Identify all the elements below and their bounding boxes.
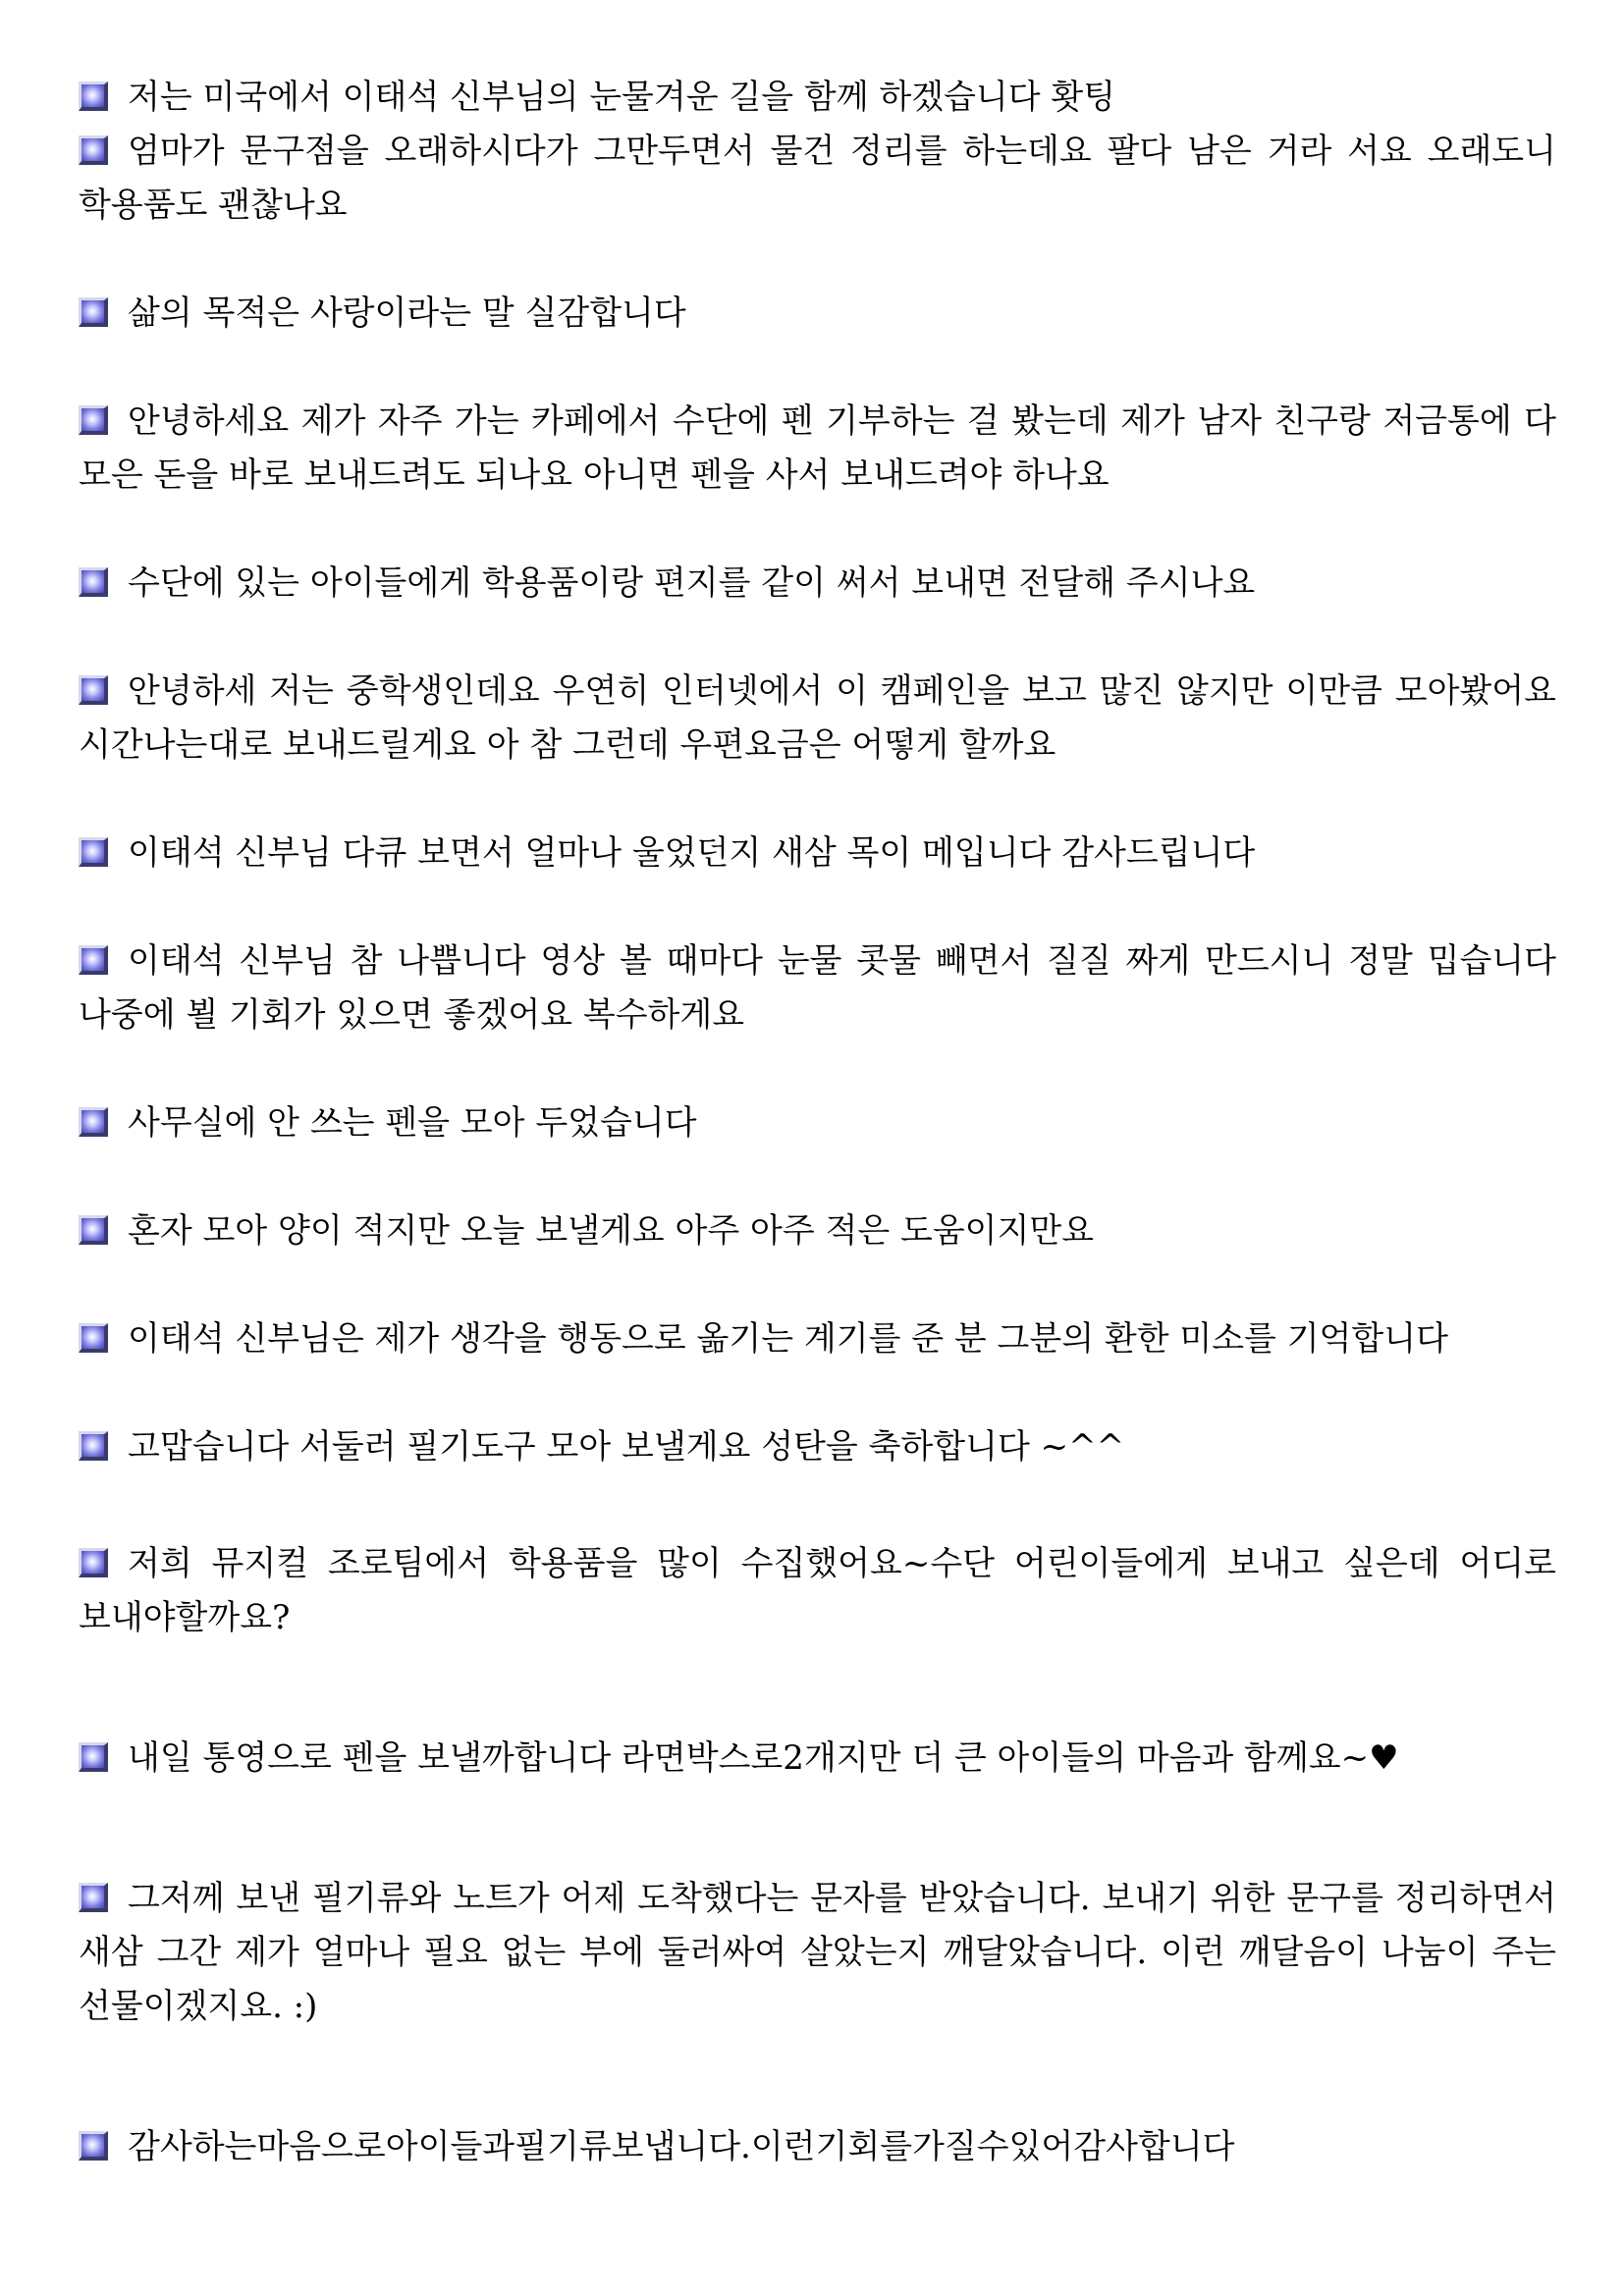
comment-text: 삶의 목적은 사랑이라는 말 실감합니다: [128, 294, 686, 333]
comment-entry: [79, 2120, 1556, 2174]
comment-text: 사무실에 안 쓰는 펜을 모아 두었습니다: [128, 1103, 697, 1143]
comment-text: 감사하는마음으로아이들과필기류보냅니다.이런기회를가질수있어감사합니다: [128, 2127, 1235, 2166]
comment-text: 고맙습니다 서둘러 필기도구 모아 보낼게요 성탄을 축하합니다 ~^^: [128, 1427, 1125, 1467]
square-bullet-icon: [79, 1323, 108, 1353]
square-bullet-icon: [79, 1215, 108, 1245]
comment-text: 이태석 신부님은 제가 생각을 행동으로 옮기는 계기를 준 분 그분의 환한 미소를 기억합니다: [128, 1319, 1448, 1359]
square-bullet-icon: [79, 945, 108, 975]
comment-text: 이태석 신부님 다큐 보면서 얼마나 울었던지 새삼 목이 메입니다 감사드립니다: [128, 833, 1256, 873]
comment-text: 혼자 모아 양이 적지만 오늘 보낼게요 아주 아주 적은 도움이지만요: [128, 1211, 1095, 1251]
square-bullet-icon: [79, 675, 108, 705]
square-bullet-icon: [79, 2131, 108, 2161]
comment-entry: [79, 125, 1556, 233]
square-bullet-icon: [79, 567, 108, 597]
comment-entry: [79, 1204, 1556, 1258]
comment-entry: [79, 1732, 1556, 1786]
square-bullet-icon: [79, 837, 108, 867]
comment-text: 엄마가 문구점을 오래하시다가 그만두면서 물건 정리를 하는데요 팔다 남은 거라 서요 오래도니 학용품도 괜찮나요: [79, 132, 1556, 225]
square-bullet-icon: [79, 297, 108, 327]
comment-text: 저는 미국에서 이태석 신부님의 눈물겨운 길을 함께 하겠습니다 홧팅: [128, 78, 1116, 117]
comment-entry: [79, 934, 1556, 1042]
square-bullet-icon: [79, 81, 108, 111]
comment-text: 안녕하세요 제가 자주 가는 카페에서 수단에 펜 기부하는 걸 봤는데 제가 남자 친구랑 저금통에 다 모은 돈을 바로 보내드려도 되나요 아니면 펜을 사서 보내드려야 하나요: [79, 401, 1556, 495]
comment-entry: [79, 665, 1556, 773]
comment-entry: [79, 1096, 1556, 1150]
comment-entry: [79, 287, 1556, 341]
square-bullet-icon: [79, 1742, 108, 1772]
comment-entry: [79, 1537, 1556, 1645]
square-bullet-icon: [79, 1883, 108, 1912]
comment-text: 이태석 신부님 참 나쁩니다 영상 볼 때마다 눈물 콧물 빼면서 질질 짜게 만드시니 정말 밉습니다 나중에 뵐 기회가 있으면 좋겠어요 복수하게요: [79, 941, 1556, 1035]
comment-text: 그저께 보낸 필기류와 노트가 어제 도착했다는 문자를 받았습니다. 보내기 위한 문구를 정리하면서 새삼 그간 제가 얼마나 필요 없는 부에 둘러싸여 살았는지 깨달았습니다. 이런 깨달음이 나눔이 주는 선물이겠지요. :): [79, 1879, 1556, 2026]
comment-entry: [79, 395, 1556, 503]
document-page: [79, 71, 1556, 2174]
square-bullet-icon: [79, 135, 108, 165]
square-bullet-icon: [79, 1107, 108, 1137]
comment-entry: [79, 1420, 1556, 1474]
square-bullet-icon: [79, 405, 108, 435]
comment-entry: [79, 1312, 1556, 1366]
comment-text: 내일 통영으로 펜을 보낼까합니다 라면박스로2개지만 더 큰 아이들의 마음과 함께요~♥: [128, 1738, 1399, 1778]
comment-entry: [79, 557, 1556, 611]
comment-entry: [79, 827, 1556, 881]
comment-text: 안녕하세 저는 중학생인데요 우연히 인터넷에서 이 캠페인을 보고 많진 않지만 이만큼 모아봤어요 시간나는대로 보내드릴게요 아 참 그런데 우편요금은 어떻게 할까요: [79, 671, 1556, 765]
comment-entry: [79, 1872, 1556, 2034]
comment-entry: [79, 71, 1556, 125]
comment-text: 저희 뮤지컬 조로팀에서 학용품을 많이 수집했어요~수단 어린이들에게 보내고 싶은데 어디로 보내야할까요?: [79, 1544, 1556, 1637]
square-bullet-icon: [79, 1431, 108, 1461]
square-bullet-icon: [79, 1548, 108, 1577]
comment-text: 수단에 있는 아이들에게 학용품이랑 편지를 같이 써서 보내면 전달해 주시나요: [128, 563, 1256, 603]
